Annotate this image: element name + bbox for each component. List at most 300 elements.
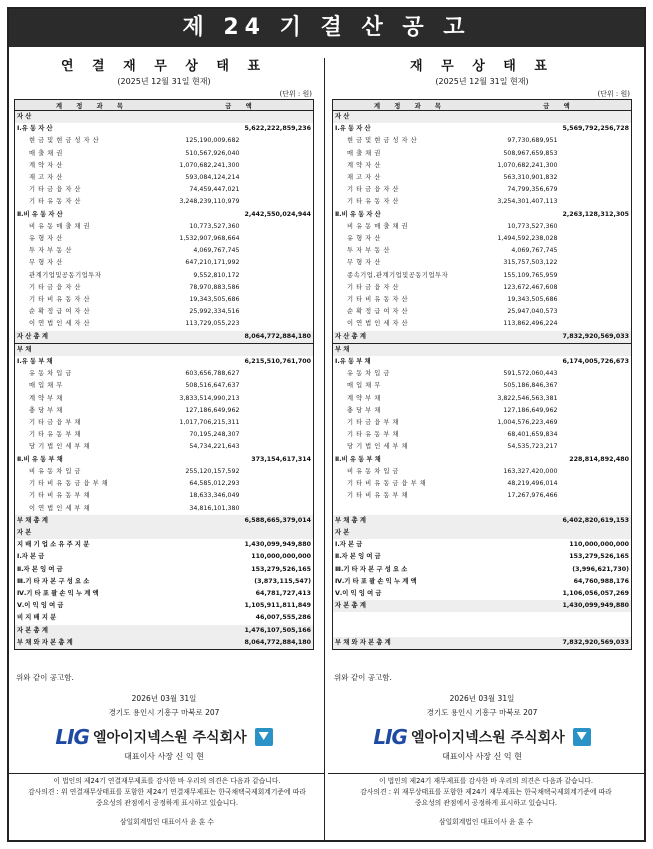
subtotal-amount: 7,832,920,569,033	[559, 331, 631, 344]
account-name: 부 채 와 자 본 총 계	[333, 637, 488, 650]
auditor-signature: 삼일회계법인 대표이사 윤 훈 수	[439, 818, 533, 826]
detail-amount: 603,656,788,627	[185, 370, 240, 378]
audit-line: 이 법인의 제24기 연결재무제표를 감사한 바 우리의 의견은 다음과 같습니다.	[53, 777, 281, 785]
subtotal-amount	[241, 429, 313, 441]
account-name: Ⅲ.기 타 자 본 구 성 요 소	[335, 565, 408, 573]
account-name: 충 당 부 채	[29, 406, 63, 414]
detail-amount: 25,992,334,516	[189, 308, 240, 316]
detail-amount: 18,633,346,049	[189, 492, 240, 500]
table-row	[15, 209, 313, 221]
detail-amount	[170, 551, 242, 563]
header-account: 계 정 과 목	[333, 100, 488, 111]
subtotal-amount	[241, 294, 313, 306]
auditor-signature: 삼일회계법인 대표이사 윤 훈 수	[120, 818, 214, 826]
subtotal-amount	[559, 221, 631, 233]
subtotal-amount	[559, 343, 631, 356]
table-row	[333, 564, 631, 576]
table-row	[333, 111, 631, 124]
table-row	[15, 576, 313, 588]
header-account: 계 정 과 목	[15, 100, 170, 111]
account-name: Ⅱ.비 유 동 부 채	[17, 455, 63, 463]
subtotal-amount	[241, 160, 313, 172]
account-name: 자 본 총 계	[333, 600, 488, 612]
subtotal-amount	[241, 417, 313, 429]
table-row	[15, 368, 313, 380]
account-name: 기 타 비 유 동 부 채	[29, 492, 91, 500]
account-name: 기 타 금 융 자 산	[347, 186, 400, 194]
account-name: 부 채 총 계	[333, 515, 488, 527]
subtotal-amount	[559, 503, 631, 515]
subtotal-amount: 64,760,988,176	[573, 577, 629, 585]
subtotal-amount	[559, 380, 631, 392]
account-name: 유 동 차 입 금	[29, 370, 72, 378]
table-row	[333, 417, 631, 429]
balance-table	[333, 99, 631, 650]
detail-amount: 163,327,420,000	[503, 467, 558, 475]
detail-amount: 54,535,723,217	[507, 443, 558, 451]
subtotal-amount: 5,622,222,859,236	[244, 125, 311, 133]
table-row	[15, 478, 313, 490]
company-logo	[14, 724, 314, 750]
table-row	[15, 564, 313, 576]
detail-amount: 315,757,503,122	[503, 259, 558, 267]
subtotal-amount	[241, 172, 313, 184]
detail-amount: 255,120,157,592	[185, 467, 240, 475]
account-name: 기 타 금 융 부 채	[347, 419, 400, 427]
table-row	[15, 148, 313, 160]
detail-amount	[170, 356, 242, 368]
detail-amount	[488, 551, 560, 563]
audit-line: 중요성의 관점에서 공정하게 표시하고 있습니다.	[95, 799, 239, 807]
account-name: 비 유 동 차 입 금	[347, 467, 400, 475]
account-name: 이 연 법 인 세 자 산	[29, 320, 91, 328]
detail-amount: 9,552,810,172	[193, 271, 240, 279]
table-row	[333, 294, 631, 306]
account-name: 순 확 정 급 여 자 산	[29, 308, 91, 316]
account-name: 기 타 비 유 동 금 융 부 채	[29, 480, 109, 488]
balance-table	[15, 99, 313, 650]
account-name: Ⅱ.비 유 동 자 산	[335, 210, 381, 218]
audit-line: 중요성의 관점에서 공정하게 표시하고 있습니다.	[414, 799, 558, 807]
detail-amount	[170, 331, 242, 344]
account-name: 자 산 총 계	[333, 331, 488, 344]
detail-amount: 508,516,647,637	[185, 382, 240, 390]
subtotal-amount: 64,781,727,413	[255, 589, 311, 597]
detail-amount	[170, 123, 242, 135]
table-row	[15, 588, 313, 600]
detail-amount	[170, 612, 242, 624]
account-name: 투 자 부 동 산	[347, 247, 390, 255]
detail-amount	[170, 600, 242, 612]
account-name: 계 약 부 채	[29, 394, 63, 402]
subtotal-amount: 7,832,920,569,033	[559, 637, 631, 650]
subtotal-amount: 46,007,555,286	[255, 614, 311, 622]
table-row	[15, 637, 313, 650]
table-row	[333, 380, 631, 392]
table-row	[333, 637, 631, 650]
detail-amount: 1,070,682,241,300	[179, 161, 240, 169]
table-row	[333, 600, 631, 612]
subtotal-amount	[241, 306, 313, 318]
subtotal-amount	[241, 196, 313, 208]
subtotal-amount: 1,106,056,057,269	[562, 589, 629, 597]
right-audit-opinion	[328, 773, 644, 828]
subtotal-amount	[241, 270, 313, 282]
subtotal-amount	[559, 233, 631, 245]
account-name: Ⅴ.이 익 잉 여 금	[335, 589, 382, 597]
table-row	[333, 245, 631, 257]
table-row	[333, 527, 631, 539]
company-address: 경기도 용인시 기흥구 마북로 207	[426, 708, 538, 717]
table-row	[333, 184, 631, 196]
subtotal-amount	[559, 172, 631, 184]
table-row	[15, 196, 313, 208]
separate-statement	[332, 58, 632, 650]
statement-title: 재 무 상 태 표	[410, 59, 554, 74]
subtotal-amount: 228,814,892,480	[569, 455, 629, 463]
account-name: Ⅲ.기 타 자 본 구 성 요 소	[17, 577, 90, 585]
account-name: 비 유 동 매 출 채 권	[347, 222, 409, 230]
detail-amount: 505,186,846,367	[503, 382, 558, 390]
subtotal-amount: 6,174,005,726,673	[562, 358, 629, 366]
subtotal-amount	[241, 343, 313, 356]
subtotal-amount	[559, 196, 631, 208]
table-row	[333, 588, 631, 600]
table-row	[15, 393, 313, 405]
account-name: 유 형 자 산	[29, 235, 63, 243]
table-row	[15, 515, 313, 527]
subtotal-amount: 110,000,000,000	[251, 553, 311, 561]
account-name: Ⅰ.유 동 부 채	[335, 358, 371, 366]
detail-amount: 4,069,767,745	[193, 247, 240, 255]
notice-date: 2026년 03월 31일	[131, 694, 197, 703]
table-row	[333, 306, 631, 318]
subtotal-amount: 1,476,107,505,166	[241, 625, 313, 637]
left-footer	[14, 672, 314, 764]
detail-amount: 70,195,248,307	[189, 431, 240, 439]
detail-amount	[170, 625, 242, 637]
detail-amount: 593,084,124,214	[185, 174, 240, 182]
table-row	[333, 160, 631, 172]
detail-amount: 1,532,907,968,664	[179, 235, 240, 243]
account-name: 유 동 차 입 금	[347, 370, 390, 378]
account-name: 자 본	[333, 527, 488, 539]
detail-amount: 97,730,689,951	[507, 137, 558, 145]
detail-amount	[170, 343, 242, 356]
table-row	[333, 196, 631, 208]
ceo-name: 대표이사 사장 신 익 현	[124, 752, 204, 761]
account-name: 기 타 유 동 자 산	[29, 198, 82, 206]
company-name: 엘아이지넥스원 주식회사	[92, 730, 247, 746]
detail-amount	[488, 637, 560, 650]
table-row	[15, 172, 313, 184]
account-name: 기 타 비 유 동 자 산	[29, 296, 91, 304]
table-row	[15, 417, 313, 429]
account-name: 매 출 채 권	[29, 149, 63, 157]
detail-amount	[488, 515, 560, 527]
account-name: 기 타 금 융 부 채	[29, 419, 82, 427]
audit-line: 감사의견 : 위 재무상태표를 포함한 제24기 재무제표는 한국채택국제회계기준에 따라	[360, 788, 612, 796]
table-row	[15, 441, 313, 453]
account-name: Ⅳ.기 타 포 괄 손 익 누 계 액	[17, 589, 99, 597]
subtotal-amount: 373,154,617,314	[251, 455, 311, 463]
detail-amount: 113,729,055,223	[185, 320, 240, 328]
table-row	[333, 318, 631, 330]
unit-label: (단위 : 원)	[279, 90, 312, 98]
table-row	[15, 294, 313, 306]
table-row	[333, 270, 631, 282]
detail-amount: 19,343,505,686	[189, 296, 240, 304]
subtotal-amount	[559, 160, 631, 172]
subtotal-amount: 8,064,772,884,180	[241, 637, 313, 650]
account-name: 기 타 비 유 동 부 채	[347, 492, 409, 500]
table-row	[333, 454, 631, 466]
subtotal-amount	[241, 466, 313, 478]
account-name: 현 금 및 현 금 성 자 산	[29, 137, 100, 145]
account-name: 부 채 총 계	[15, 515, 170, 527]
detail-amount: 155,109,765,959	[503, 271, 558, 279]
company-logo	[332, 724, 632, 750]
account-name: 자 산	[15, 111, 170, 124]
statement-date: (2025년 12월 31일 현재)	[117, 77, 211, 86]
account-name: 비 유 동 매 출 채 권	[29, 222, 91, 230]
table-row	[15, 454, 313, 466]
table-row	[15, 429, 313, 441]
detail-amount: 74,459,447,021	[189, 186, 240, 194]
table-row	[15, 306, 313, 318]
subtotal-amount	[241, 527, 313, 539]
company-emblem-icon	[255, 728, 273, 746]
detail-amount: 563,310,901,832	[503, 174, 558, 182]
account-name: Ⅱ.비 유 동 부 채	[335, 455, 381, 463]
subtotal-amount	[559, 490, 631, 502]
detail-amount: 4,069,767,745	[511, 247, 558, 255]
table-row	[333, 172, 631, 184]
detail-amount: 3,254,301,407,113	[497, 198, 558, 206]
account-name: 현 금 및 현 금 성 자 산	[347, 137, 418, 145]
subtotal-amount	[241, 184, 313, 196]
account-name: 계 약 자 산	[29, 161, 63, 169]
account-name: Ⅰ.유 동 자 산	[335, 125, 371, 133]
account-name: Ⅱ.자 본 잉 여 금	[17, 565, 63, 573]
table-row	[333, 551, 631, 563]
table-row	[15, 356, 313, 368]
subtotal-amount	[559, 441, 631, 453]
account-name: 기 타 금 융 자 산	[29, 283, 82, 291]
subtotal-amount	[559, 405, 631, 417]
subtotal-amount	[559, 306, 631, 318]
announcement-banner: 제 24 기 결 산 공 고	[9, 9, 644, 47]
table-row	[333, 478, 631, 490]
table-row	[333, 135, 631, 147]
detail-amount	[488, 331, 560, 344]
detail-amount	[488, 527, 560, 539]
subtotal-amount: 1,430,099,949,880	[559, 600, 631, 612]
detail-amount: 34,816,101,380	[189, 504, 240, 512]
account-name: 종속기업,관계기업및공동기업투자	[347, 271, 449, 279]
subtotal-amount	[559, 111, 631, 124]
column-divider	[324, 58, 325, 840]
subtotal-amount	[559, 612, 631, 624]
table-row	[333, 515, 631, 527]
account-name: 무 형 자 산	[347, 259, 381, 267]
account-name: 재 고 자 산	[347, 174, 381, 182]
table-row	[15, 405, 313, 417]
detail-amount: 647,210,171,992	[185, 259, 240, 267]
detail-amount	[170, 454, 242, 466]
account-name: Ⅱ.자 본 잉 여 금	[335, 553, 381, 561]
account-name: 자 본 총 계	[15, 625, 170, 637]
statement-title: 연 결 재 무 상 태 표	[60, 59, 268, 74]
account-name: 당 기 법 인 세 부 채	[347, 443, 409, 451]
subtotal-amount	[559, 135, 631, 147]
detail-amount	[488, 111, 560, 124]
account-name: Ⅴ.이 익 잉 여 금	[17, 602, 64, 610]
account-name: 지 배 기 업 소 유 주 지 분	[17, 541, 90, 549]
table-row	[333, 257, 631, 269]
detail-amount: 1,004,576,223,469	[497, 419, 558, 427]
detail-amount	[170, 527, 242, 539]
table-row	[333, 148, 631, 160]
company-emblem-icon	[573, 728, 591, 746]
subtotal-amount: (3,873,115,547)	[254, 577, 311, 585]
detail-amount: 125,190,009,682	[185, 137, 240, 145]
detail-amount: 68,401,659,834	[507, 431, 558, 439]
detail-amount: 127,186,649,962	[503, 406, 558, 414]
subtotal-amount	[559, 318, 631, 330]
subtotal-amount: 6,402,820,619,153	[559, 515, 631, 527]
company-address: 경기도 용인시 기흥구 마북로 207	[108, 708, 220, 717]
table-row	[333, 539, 631, 551]
table-row	[15, 184, 313, 196]
table-row	[333, 625, 631, 637]
subtotal-amount	[241, 233, 313, 245]
account-name: 자 산 총 계	[15, 331, 170, 344]
subtotal-amount	[559, 478, 631, 490]
subtotal-amount	[241, 393, 313, 405]
table-row	[333, 612, 631, 624]
detail-amount	[488, 503, 560, 515]
right-footer	[332, 672, 632, 764]
subtotal-amount	[559, 148, 631, 160]
detail-amount: 54,734,221,643	[189, 443, 240, 451]
detail-amount: 508,967,659,853	[503, 149, 558, 157]
subtotal-amount	[241, 221, 313, 233]
table-row	[333, 343, 631, 356]
subtotal-amount	[559, 466, 631, 478]
subtotal-amount	[559, 270, 631, 282]
table-row	[15, 160, 313, 172]
account-name: Ⅰ.자 본 금	[17, 553, 45, 561]
table-row	[333, 393, 631, 405]
company-name: 엘아이지넥스원 주식회사	[410, 730, 565, 746]
table-row	[15, 380, 313, 392]
table-row	[333, 233, 631, 245]
detail-amount	[170, 111, 242, 124]
audit-line: 감사의견 : 위 연결재무상태표를 포함한 제24기 연결재무제표는 한국채택국제회계기준에 따라	[28, 788, 306, 796]
table-row	[15, 527, 313, 539]
subtotal-amount	[241, 478, 313, 490]
subtotal-amount: 110,000,000,000	[569, 541, 629, 549]
account-name: 비 유 동 차 입 금	[29, 467, 82, 475]
table-row	[15, 551, 313, 563]
detail-amount	[170, 515, 242, 527]
detail-amount: 3,822,546,563,381	[497, 394, 558, 402]
lig-logo: LIG	[55, 725, 89, 749]
detail-amount: 78,970,883,586	[189, 283, 240, 291]
subtotal-amount: 8,064,772,884,180	[241, 331, 313, 344]
account-name: 유 형 자 산	[347, 235, 381, 243]
subtotal-amount	[559, 429, 631, 441]
table-row	[15, 135, 313, 147]
detail-amount	[170, 564, 242, 576]
subtotal-amount	[241, 490, 313, 502]
table-row	[15, 343, 313, 356]
subtotal-amount	[241, 441, 313, 453]
account-name: 기 타 유 동 자 산	[347, 198, 400, 206]
table-row	[15, 123, 313, 135]
table-row	[333, 503, 631, 515]
table-row	[333, 368, 631, 380]
detail-amount: 510,567,926,040	[185, 149, 240, 157]
table-row	[15, 282, 313, 294]
subtotal-amount	[241, 245, 313, 257]
table-row	[333, 209, 631, 221]
account-name: Ⅱ.비 유 동 자 산	[17, 210, 63, 218]
detail-amount	[170, 588, 242, 600]
subtotal-amount	[559, 294, 631, 306]
subtotal-amount	[241, 368, 313, 380]
subtotal-amount: 153,279,526,165	[251, 565, 311, 573]
subtotal-amount	[241, 111, 313, 124]
table-row	[15, 257, 313, 269]
account-name: 기 타 비 유 동 금 융 부 채	[347, 480, 427, 488]
table-row	[333, 466, 631, 478]
detail-amount	[488, 564, 560, 576]
table-row	[333, 576, 631, 588]
statement-date: (2025년 12월 31일 현재)	[435, 77, 529, 86]
detail-amount: 64,585,012,293	[189, 480, 240, 488]
account-name: 부 채 와 자 본 총 계	[15, 637, 170, 650]
table-row	[333, 331, 631, 344]
subtotal-amount	[241, 405, 313, 417]
subtotal-amount	[241, 318, 313, 330]
table-row	[333, 441, 631, 453]
account-name: 충 당 부 채	[347, 406, 381, 414]
account-name: 이 연 법 인 세 부 채	[29, 504, 91, 512]
detail-amount	[488, 123, 560, 135]
account-name: 계 약 자 산	[347, 161, 381, 169]
subtotal-amount: 1,105,911,811,849	[244, 602, 311, 610]
account-name: 기 타 비 유 동 자 산	[347, 296, 409, 304]
table-row	[333, 429, 631, 441]
header-amount: 금 액	[170, 100, 313, 111]
subtotal-amount	[559, 368, 631, 380]
subtotal-amount: 5,569,792,256,728	[562, 125, 629, 133]
table-row	[15, 270, 313, 282]
account-name: 비 지 배 지 분	[17, 614, 57, 622]
audit-line: 이 법인의 제24기 재무제표를 감사한 바 우리의 의견은 다음과 같습니다.	[378, 777, 594, 785]
subtotal-amount: 1,430,099,949,880	[244, 541, 311, 549]
ceo-name: 대표이사 사장 신 익 현	[442, 752, 522, 761]
account-name: Ⅰ.유 동 자 산	[17, 125, 53, 133]
subtotal-amount: (3,996,621,730)	[572, 565, 629, 573]
subtotal-amount	[241, 135, 313, 147]
table-row	[15, 466, 313, 478]
detail-amount	[488, 209, 560, 221]
table-row	[15, 331, 313, 344]
account-name: 기 타 금 융 자 산	[29, 186, 82, 194]
